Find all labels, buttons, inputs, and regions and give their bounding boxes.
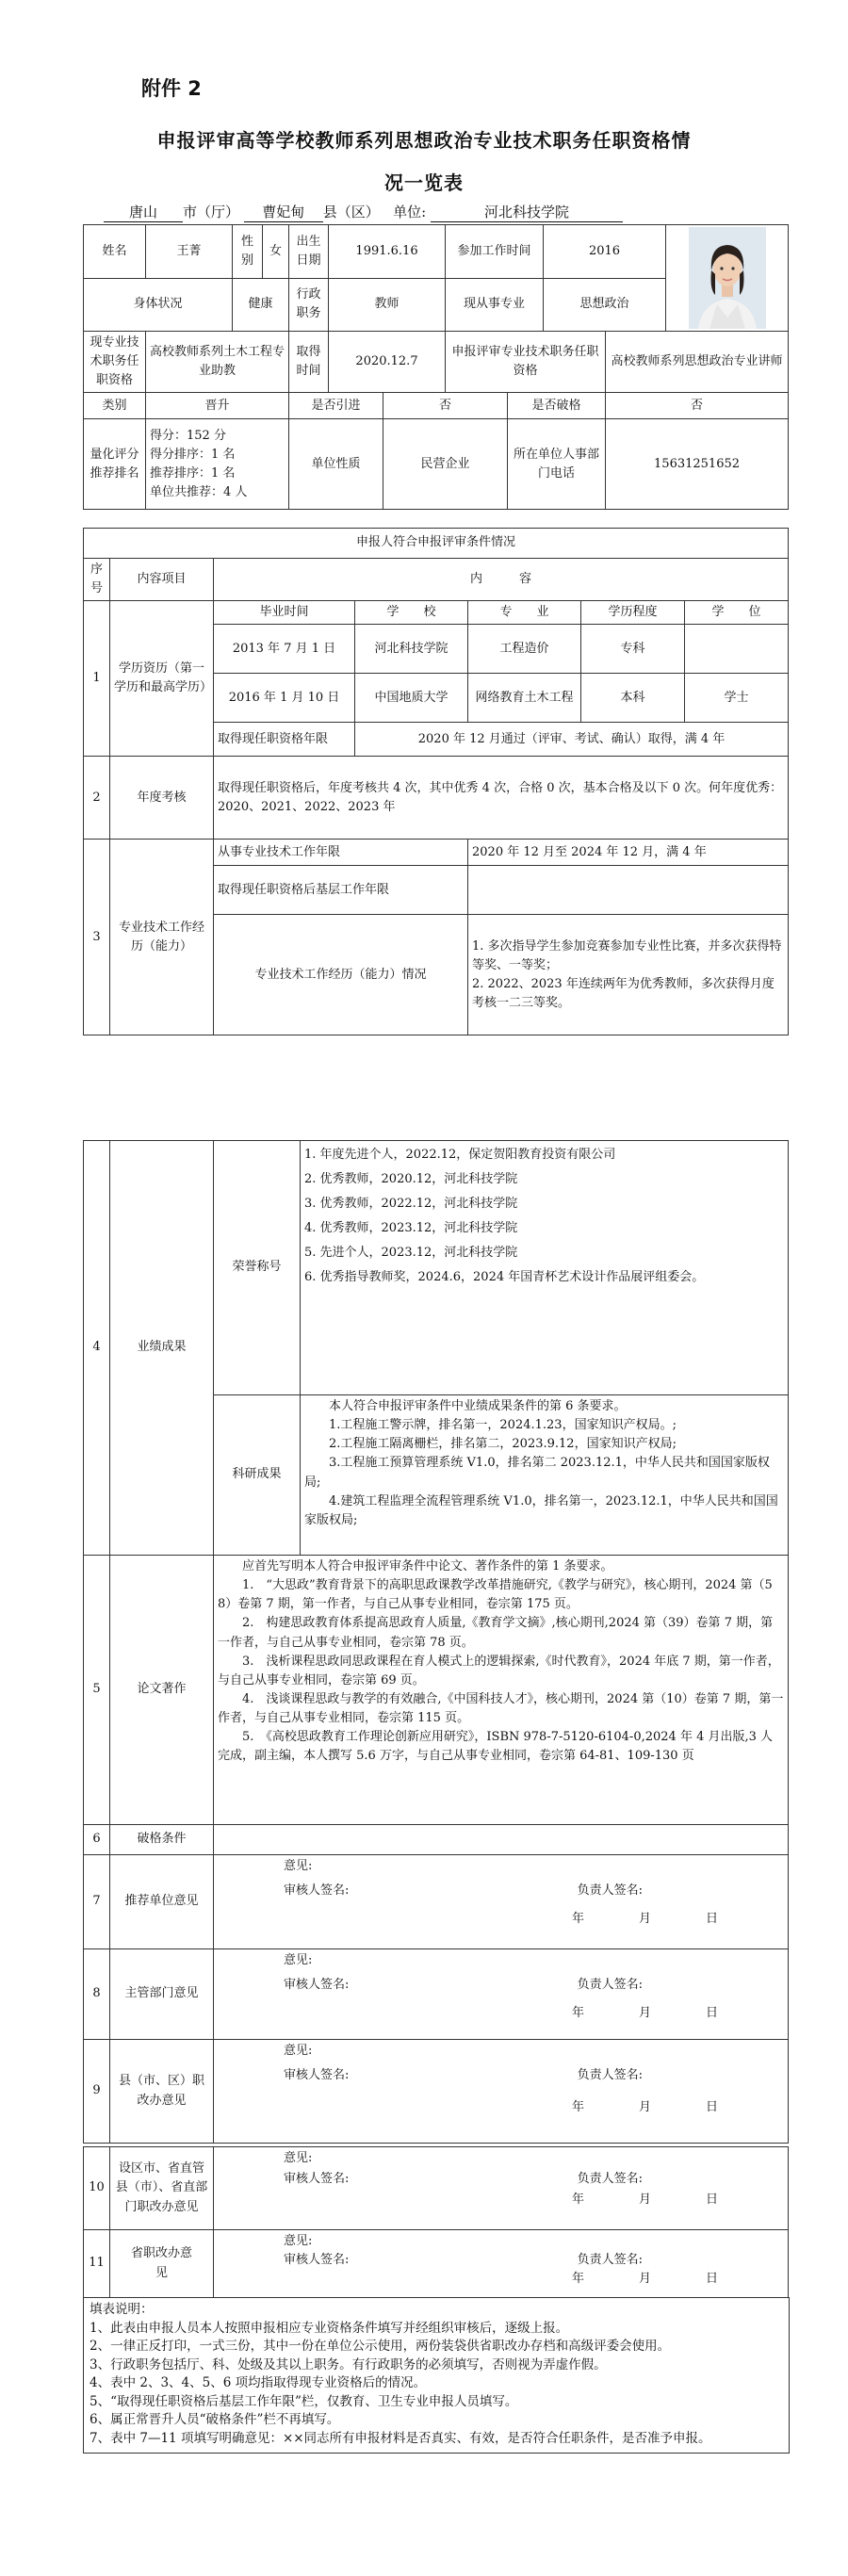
obtain-time-value: 2020.12.7 (329, 332, 446, 393)
date-year: 年 (571, 2272, 584, 2287)
edu-col-grad: 毕业时间 (214, 601, 355, 625)
signature-row (218, 1976, 784, 1995)
leader-label: 负责人签名: (577, 1978, 643, 1993)
unit-value: 河北科技学院 (431, 202, 623, 222)
exp-label: 专业技术工作经历（能力） (110, 840, 214, 1035)
signature-row (218, 2170, 784, 2189)
exception-text (214, 1825, 789, 1855)
gender-value: 女 (263, 225, 289, 279)
conditions-table-3 (83, 2146, 789, 2298)
edu-cell: 专科 (581, 625, 685, 674)
score-line2: 得分排序：1 名 (150, 447, 236, 462)
paper-no: 5 (84, 1556, 110, 1825)
date-month: 月 (638, 2272, 651, 2287)
opinion-no: 11 (84, 2230, 110, 2298)
list-item: 3、行政职务包括厅、科、处级及其以上职务。有行政职务的必须填写，否则视为弄虚作假。 (90, 2356, 607, 2372)
reviewer-label: 审核人签名: (284, 2172, 350, 2187)
notes-title: 填表说明： (90, 2302, 154, 2317)
edu-no: 1 (84, 601, 110, 757)
list-item: 应首先写明本人符合申报评审条件中论文、著作条件的第 1 条要求。 (242, 1559, 613, 1573)
date-row (218, 2004, 784, 2023)
paper-label: 论文著作 (110, 1556, 214, 1825)
opinion-box (214, 2230, 789, 2298)
reviewer-label: 审核人签名: (284, 2253, 350, 2268)
edu-cell: 网络教育土木工程 (468, 674, 581, 723)
leader-label: 负责人签名: (577, 2068, 643, 2083)
name-value: 王菁 (146, 225, 233, 279)
date-day: 日 (705, 2193, 718, 2208)
opinion-text: 意见: (284, 2151, 313, 2165)
reviewer-label: 审核人签名: (284, 2068, 350, 2083)
exception-value: 否 (606, 393, 789, 419)
phone-value: 15631251652 (606, 419, 789, 510)
id-photo (689, 227, 766, 329)
exp-years-label: 从事专业技术工作年限 (214, 840, 468, 866)
birth-value: 1991.6.16 (329, 225, 446, 279)
edu-col-degree: 学 位 (685, 601, 789, 625)
head-content: 内 容 (214, 559, 789, 601)
apply-title-value: 高校教师系列思想政治专业讲师 (606, 332, 789, 393)
list-item: 1、此表由申报人员本人按照申报相应专业资格条件填写并经组织审核后，逐级上报。 (90, 2320, 569, 2336)
ach-label: 业绩成果 (110, 1141, 214, 1556)
phone-label: 所在单位人事部门电话 (508, 419, 606, 510)
annual-text: 取得现任职资格后，年度考核共 4 次，其中优秀 4 次，合格 0 次，基本合格及以下 0 次。何年度优秀：2020、2021、2022、2023 年 (214, 757, 789, 840)
work-start-value: 2016 (544, 225, 666, 279)
city-value: 唐山 (104, 202, 183, 222)
list-item: 1. 年度先进个人，2022.12，保定贺阳教育投资有限公司 (304, 1148, 616, 1162)
date-day: 日 (705, 2006, 718, 2021)
nature-label: 单位性质 (289, 419, 383, 510)
score-line4: 单位共推荐：4 人 (150, 485, 248, 500)
list-item: 3. 浅析课程思政同思政课程在育人模式上的逻辑探索,《时代教育》，2024 年底 7 期，第一作者，与自己从事专业相同，卷宗第 69 页。 (218, 1654, 780, 1687)
edu-cell: 河北科技学院 (355, 625, 468, 674)
opinion-no: 8 (84, 1949, 110, 2040)
list-item: 2. 优秀教师，2020.12，河北科技学院 (304, 1172, 518, 1186)
section-title: 申报人符合申报评审条件情况 (84, 529, 789, 559)
birth-label: 出生日期 (289, 225, 329, 279)
admin-label: 行政职务 (289, 278, 329, 332)
opinion-box (214, 2147, 789, 2230)
paper-list (214, 1556, 789, 1825)
category-label: 类别 (84, 393, 146, 419)
list-item: 本人符合申报评审条件中业绩成果条件的第 6 条要求。 (329, 1399, 627, 1413)
edu-cell (685, 625, 789, 674)
admin-value: 教师 (329, 278, 446, 332)
edu-years-label: 取得现任职资格年限 (214, 723, 355, 757)
edu-col-school: 学 校 (355, 601, 468, 625)
basic-info-table (83, 224, 789, 510)
exp-grass-value (468, 866, 789, 915)
score-label: 量化评分推荐排名 (84, 419, 146, 510)
date-month: 月 (638, 2193, 651, 2208)
edu-cell: 学士 (685, 674, 789, 723)
fill-instructions (83, 2297, 790, 2454)
edu-cell: 2016 年 1 月 10 日 (214, 674, 355, 723)
date-day: 日 (705, 1912, 718, 1927)
health-value: 健康 (233, 278, 289, 332)
reviewer-label: 审核人签名: (284, 1978, 350, 1993)
date-month: 月 (638, 2100, 651, 2115)
current-major-value: 思想政治 (544, 278, 666, 332)
nature-value: 民营企业 (383, 419, 508, 510)
current-title-label: 现专业技术职务任职资格 (84, 332, 146, 393)
opinion-text: 意见: (284, 1953, 313, 1967)
edu-cell: 中国地质大学 (355, 674, 468, 723)
list-item: 4. 浅谈课程思政与教学的有效融合,《中国科技人才》，核心期刊，2024 第（10）卷第 7 期，第一作者，与自己从事专业相同，卷宗第 115 页。 (218, 1691, 784, 1726)
portrait-image (689, 227, 766, 329)
date-year: 年 (571, 2006, 584, 2021)
list-item: 6. 优秀指导教师奖，2024.6，2024 年国青杯艺术设计作品展评组委会。 (304, 1270, 705, 1284)
date-month: 月 (638, 2006, 651, 2021)
conditions-table-1 (83, 528, 789, 1035)
edu-cell: 工程造价 (468, 625, 581, 674)
category-value: 晋升 (146, 393, 289, 419)
exp-years-value: 2020 年 12 月至 2024 年 12 月，满 4 年 (468, 840, 789, 866)
opinion-box (214, 1949, 789, 2040)
apply-title-label: 申报评审专业技术职务任职资格 (446, 332, 606, 393)
page-title-line2: 况一览表 (384, 171, 464, 194)
ach-no: 4 (84, 1141, 110, 1556)
date-day: 日 (705, 2272, 718, 2287)
honor-label: 荣誉称号 (214, 1141, 301, 1395)
list-item: 5、“取得现任职资格后基层工作年限”栏，仅教育、卫生专业申报人员填写。 (90, 2393, 518, 2409)
current-major-label: 现从事专业 (446, 278, 544, 332)
date-row (218, 2191, 784, 2209)
ability-line2: 2. 2022、2023 年连续两年为优秀教师，多次获得月度考核一二三等奖。 (472, 976, 775, 1011)
list-item: 5. 先进个人，2023.12，河北科技学院 (304, 1246, 518, 1260)
research-label: 科研成果 (214, 1395, 301, 1556)
annual-label: 年度考核 (110, 757, 214, 840)
list-item: 1. “大思政”教育背景下的高职思政课教学改革措施研究,《教学与研究》，核心期刊，2024 第（58）卷第 7 期，第一作者，与自己从事专业相同，卷宗第 175 页。 (218, 1578, 773, 1612)
score-value (146, 419, 289, 510)
list-item: 4. 优秀教师，2023.12，河北科技学院 (304, 1221, 518, 1235)
ability-line1: 1. 多次指导学生参加竞赛参加专业性比赛，并多次获得特等奖、一等奖； (472, 938, 782, 972)
unit-line (104, 202, 763, 222)
photo-cell (666, 225, 789, 332)
list-item: 6、属正常晋升人员“破格条件”栏不再填写。 (90, 2412, 340, 2428)
list-item: 3. 优秀教师，2022.12，河北科技学院 (304, 1197, 518, 1211)
county-suffix: 县（区） (322, 204, 380, 220)
exp-grass-label: 取得现任职资格后基层工作年限 (214, 866, 468, 915)
introduced-label: 是否引进 (289, 393, 383, 419)
name-label: 姓名 (84, 225, 146, 279)
signature-row (218, 1882, 784, 1900)
list-item: 7、表中 7—11 项填写明确意见：××同志所有申报材料是否真实、有效，是否符合任职条件，是否准予申报。 (90, 2430, 711, 2446)
county-value: 曹妃甸 (244, 202, 323, 222)
exception-label: 是否破格 (508, 393, 606, 419)
work-start-label: 参加工作时间 (446, 225, 544, 279)
current-title-value: 高校教师系列土木工程专业助教 (146, 332, 289, 393)
head-item: 内容项目 (110, 559, 214, 601)
attachment-label: 附件 2 (141, 77, 202, 100)
list-item: 5. 《高校思政教育工作理论创新应用研究》，ISBN 978-7-5120-6104-0,2024 年 4 月出版,3 人完成，副主编，本人撰写 5.6 万字，与自己从事专业相同，卷宗第 64-81、109-130 页 (218, 1730, 774, 1764)
edu-col-major: 专 业 (468, 601, 581, 625)
date-row (218, 2098, 784, 2117)
score-line3: 推荐排序：1 名 (150, 465, 236, 481)
head-no: 序号 (84, 559, 110, 601)
score-line1: 得分：152 分 (150, 428, 226, 443)
signature-row (218, 2251, 784, 2270)
edu-years-value: 2020 年 12 月通过（评审、考试、确认）取得，满 4 年 (355, 723, 789, 757)
date-year: 年 (571, 2193, 584, 2208)
signature-row (218, 2066, 784, 2085)
list-item: 1.工程施工警示牌，排名第一，2024.1.23，国家知识产权局。; (329, 1418, 677, 1433)
edu-cell: 本科 (581, 674, 685, 723)
date-year: 年 (571, 2100, 584, 2115)
list-item: 2. 构建思政教育体系提高思政育人质量,《教育学文摘》,核心期刊,2024 第（39）卷第 7 期，第一作者，与自己从事专业相同，卷宗第 78 页。 (218, 1616, 774, 1650)
opinion-label: 主管部门意见 (110, 1949, 214, 2040)
exp-no: 3 (84, 840, 110, 1035)
unit-label: 单位: (393, 204, 427, 220)
obtain-time-label: 取得时间 (289, 332, 329, 393)
opinion-text: 意见: (284, 1859, 313, 1873)
city-suffix: 市（厅） (183, 204, 240, 220)
opinion-label: 县（市、区）职改办意见 (110, 2040, 214, 2144)
opinion-no: 7 (84, 1855, 110, 1949)
list-item: 4.建筑工程监理全流程管理系统 V1.0，排名第一，2023.12.1，中华人民共和国国家版权局; (304, 1493, 778, 1527)
opinion-text: 意见: (284, 2044, 313, 2058)
edu-cell: 2013 年 7 月 1 日 (214, 625, 355, 674)
exception-label-cell: 破格条件 (110, 1825, 214, 1855)
conditions-table-2 (83, 1140, 789, 2144)
annual-no: 2 (84, 757, 110, 840)
reviewer-label: 审核人签名: (284, 1883, 350, 1899)
gender-label: 性别 (233, 225, 263, 279)
opinion-no: 10 (84, 2147, 110, 2230)
opinion-box (214, 1855, 789, 1949)
edu-label: 学历资历（第一学历和最高学历） (110, 601, 214, 757)
opinion-label: 推荐单位意见 (110, 1855, 214, 1949)
date-month: 月 (638, 1912, 651, 1927)
opinion-no: 9 (84, 2040, 110, 2144)
date-year: 年 (571, 1912, 584, 1927)
edu-col-level: 学历程度 (581, 601, 685, 625)
research-list (301, 1395, 789, 1556)
leader-label: 负责人签名: (577, 2172, 643, 2187)
list-item: 3.工程施工预算管理系统 V1.0，排名第二 2023.12.1，中华人民共和国国家版权局; (304, 1456, 770, 1490)
list-item: 4、表中 2、3、4、5、6 项均指取得现专业资格后的情况。 (90, 2375, 427, 2391)
date-day: 日 (705, 2100, 718, 2115)
health-label: 身体状况 (84, 278, 233, 332)
date-row (218, 1910, 784, 1929)
exp-ability-label: 专业技术工作经历（能力）情况 (214, 915, 468, 1035)
leader-label: 负责人签名: (577, 2253, 643, 2268)
date-row (218, 2270, 784, 2289)
list-item: 2.工程施工隔离栅栏，排名第二，2023.9.12，国家知识产权局; (329, 1437, 677, 1452)
exception-no: 6 (84, 1825, 110, 1855)
opinion-box (214, 2040, 789, 2144)
page-title-line1: 申报评审高等学校教师系列思想政治专业技术职务任职资格情 (156, 129, 692, 152)
exp-ability-value (468, 915, 789, 1035)
list-item: 2、一律正反打印，一式三份，其中一份在单位公示使用，两份装袋供省职改办存档和高级评委会使用。 (90, 2339, 671, 2355)
introduced-value: 否 (383, 393, 508, 419)
opinion-text: 意见: (284, 2234, 313, 2248)
honor-list (301, 1141, 789, 1395)
opinion-label: 设区市、省直管县（市）、省直部门职改办意见 (110, 2147, 214, 2230)
leader-label: 负责人签名: (577, 1883, 643, 1899)
opinion-label: 省职改办意 见 (110, 2230, 214, 2298)
